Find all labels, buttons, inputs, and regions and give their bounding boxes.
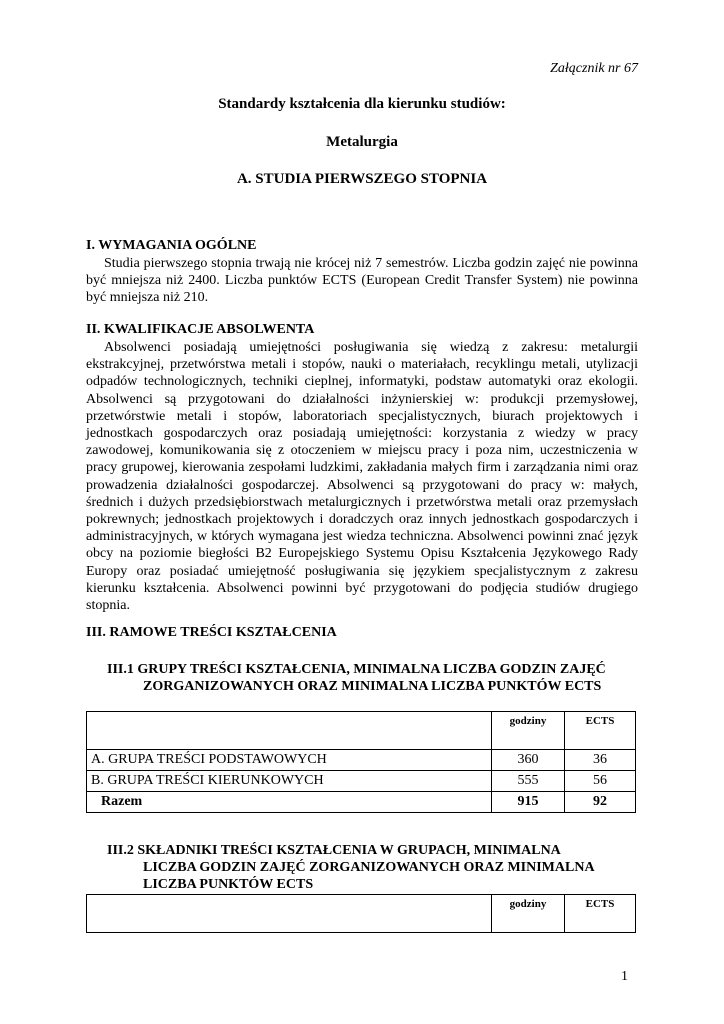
annex-label: Załącznik nr 67 [550, 61, 638, 76]
table-row [87, 750, 636, 771]
row-label: A. GRUPA TREŚCI PODSTAWOWYCH [87, 750, 492, 771]
content-groups-table [86, 711, 636, 813]
subsection-3-1-heading-line1: III.1 GRUPY TREŚCI KSZTAŁCENIA, MINIMALNA LICZBA GODZIN ZAJĘĆ [107, 662, 606, 677]
row-hours: 555 [492, 771, 565, 792]
row-label: B. GRUPA TREŚCI KIERUNKOWYCH [87, 771, 492, 792]
page-number: 1 [621, 969, 628, 984]
subsection-3-2-heading-line3: LICZBA PUNKTÓW ECTS [143, 877, 314, 892]
field-of-study-title: Metalurgia [326, 134, 398, 150]
total-hours: 915 [492, 792, 565, 813]
ects-column-header: ECTS [565, 712, 636, 750]
subsection-3-1-heading-line2: ZORGANIZOWANYCH ORAZ MINIMALNA LICZBA PUNKTÓW ECTS [143, 679, 602, 694]
ects-column-header: ECTS [565, 895, 636, 933]
table-header-empty [87, 895, 492, 933]
section-2-heading: II. KWALIFIKACJE ABSOLWENTA [86, 322, 315, 337]
content-components-table [86, 894, 636, 933]
row-ects: 56 [565, 771, 636, 792]
subsection-3-1-heading [107, 661, 638, 695]
subsection-3-2-heading-line2: LICZBA GODZIN ZAJĘĆ ZORGANIZOWANYCH ORAZ MINIMALNA [143, 860, 595, 875]
row-ects: 36 [565, 750, 636, 771]
section-1-text: Studia pierwszego stopnia trwają nie krócej niż 7 semestrów. Liczba godzin zajęć nie powinna być mniejsza niż 2400. Liczba punktów ECTS (European Credit Transfer System) nie powinna być mniejsza niż 210. [86, 256, 638, 306]
table-row [87, 771, 636, 792]
section-3-heading: III. RAMOWE TREŚCI KSZTAŁCENIA [86, 625, 337, 640]
total-ects: 92 [565, 792, 636, 813]
row-hours: 360 [492, 750, 565, 771]
table-header-row [87, 712, 636, 750]
subsection-3-2-heading [107, 842, 638, 893]
section-1-heading: I. WYMAGANIA OGÓLNE [86, 238, 257, 253]
total-label: Razem [87, 792, 492, 813]
section-2-text: Absolwenci posiadają umiejętności posługiwania się wiedzą z zakresu: metalurgii ekstrakcyjnej, przetwórstwa metali i stopów, nauki o materiałach, recyklingu metali, utylizacji odpadów technologicznych, techniki cieplnej, informatyki, podstaw automatyki oraz ekologii. Absolwenci są przygotowani do działalności inżynierskiej w: produkcji przemysłowej, przetwórstwie metali i stopów, laboratoriach specjalistycznych, biurach projektowych i jednostkach gospodarczych oraz posiadają umiejętności: korzystania z wiedzy w pracy zawodowej, komunikowania się z otoczeniem w miejscu pracy i poza nim, uczestniczenia w pracy grupowej, kierowania zespołami ludzkimi, zakładania małych firm i zarządzania nimi oraz prowadzenia działalności gospodarczej. Absolwenci są przygotowani do pracy w: małych, średnich i dużych przedsiębiorstwach metalurgicznych i przetwórstwa metali oraz przemysłach pokrewnych; jednostkach projektowych i doradczych oraz innych jednostkach gospodarczych i administracyjnych, w których wymagana jest wiedza techniczna. Absolwenci powinni znać język obcy na poziomie biegłości B2 Europejskiego Systemu Opisu Kształcenia Językowego Rady Europy oraz posiadać umiejętność posługiwania się językiem specjalistycznym z zakresu kierunku kształcenia. Absolwenci powinni być przygotowani do podjęcia studiów drugiego stopnia. [86, 340, 638, 614]
section-2-paragraph [86, 339, 638, 614]
hours-column-header: godziny [492, 712, 565, 750]
total-row [87, 792, 636, 813]
study-level-title: A. STUDIA PIERWSZEGO STOPNIA [236, 171, 488, 187]
document-title: Standardy kształcenia dla kierunku studiów: [218, 96, 506, 112]
section-1-paragraph [86, 255, 638, 307]
table-header-empty [87, 712, 492, 750]
subsection-3-2-heading-line1: III.2 SKŁADNIKI TREŚCI KSZTAŁCENIA W GRUPACH, MINIMALNA [107, 843, 561, 858]
hours-column-header: godziny [492, 895, 565, 933]
table-header-row [87, 895, 636, 933]
